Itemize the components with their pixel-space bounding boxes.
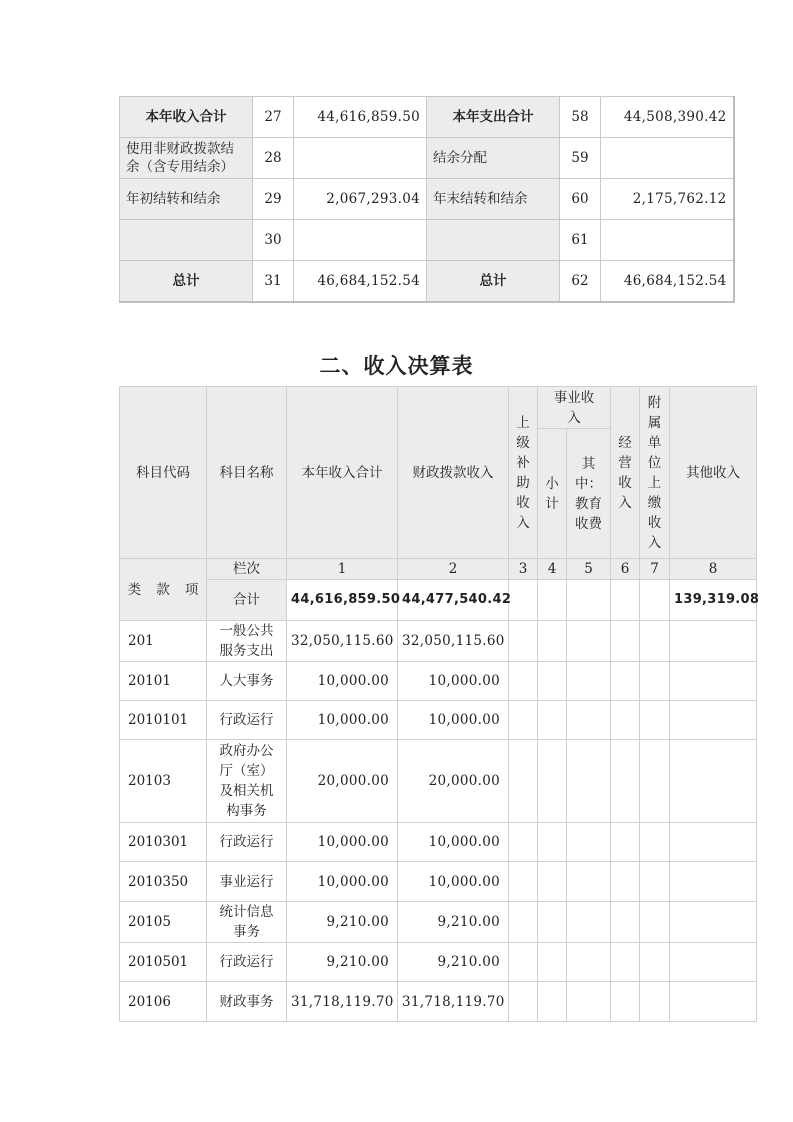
row-education <box>567 621 611 662</box>
row-total: 10,000.00 <box>287 701 398 740</box>
summary-left-amount <box>294 138 427 179</box>
row-name: 政府办公厅（室）及相关机构事务 <box>207 740 287 823</box>
summary-left-amount: 44,616,859.50 <box>294 97 427 138</box>
row-superior <box>509 701 538 740</box>
row-superior <box>509 823 538 862</box>
row-affiliated <box>640 902 670 943</box>
summary-right-label: 年末结转和结余 <box>427 179 560 220</box>
row-subtotal <box>538 982 567 1022</box>
header-kuan: 款 <box>156 581 170 598</box>
row-fiscal: 10,000.00 <box>398 701 509 740</box>
row-name: 统计信息事务 <box>207 902 287 943</box>
row-superior <box>509 982 538 1022</box>
header-other: 其他收入 <box>670 387 757 559</box>
row-subtotal <box>538 621 567 662</box>
row-affiliated <box>640 662 670 701</box>
row-total: 10,000.00 <box>287 862 398 902</box>
total-row-affiliated <box>640 580 670 621</box>
row-total: 9,210.00 <box>287 943 398 982</box>
summary-left-amount: 2,067,293.04 <box>294 179 427 220</box>
summary-left-label: 总计 <box>120 261 253 303</box>
row-education <box>567 740 611 823</box>
row-code: 20101 <box>120 662 207 701</box>
total-row-fiscal: 44,477,540.42 <box>398 580 509 621</box>
summary-left-label <box>120 220 253 261</box>
row-affiliated <box>640 823 670 862</box>
row-code: 2010350 <box>120 862 207 902</box>
summary-row <box>120 97 734 138</box>
row-fiscal: 10,000.00 <box>398 662 509 701</box>
table-row <box>120 701 757 740</box>
total-row-operating <box>611 580 640 621</box>
row-code: 20103 <box>120 740 207 823</box>
row-code: 2010501 <box>120 943 207 982</box>
row-education <box>567 823 611 862</box>
section-title: 二、收入决算表 <box>319 354 474 378</box>
row-total: 10,000.00 <box>287 662 398 701</box>
row-affiliated <box>640 982 670 1022</box>
total-row-other: 139,319.08 <box>670 580 757 621</box>
summary-right-label: 总计 <box>427 261 560 303</box>
row-operating <box>611 621 640 662</box>
header-affiliated: 附属单位上缴收入 <box>640 387 670 559</box>
row-total: 9,210.00 <box>287 902 398 943</box>
table-row <box>120 662 757 701</box>
header-lei: 类 <box>127 581 142 598</box>
row-name: 行政运行 <box>207 701 287 740</box>
table-row <box>120 902 757 943</box>
col-number: 7 <box>640 559 670 580</box>
row-operating <box>611 943 640 982</box>
row-name: 财政事务 <box>207 982 287 1022</box>
summary-row <box>120 261 734 303</box>
summary-left-line-no: 29 <box>253 179 294 220</box>
summary-right-label: 结余分配 <box>427 138 560 179</box>
col-number: 2 <box>398 559 509 580</box>
summary-right-amount: 44,508,390.42 <box>601 97 734 138</box>
row-education <box>567 701 611 740</box>
header-xiang: 项 <box>184 581 199 598</box>
total-row-superior <box>509 580 538 621</box>
row-education <box>567 943 611 982</box>
summary-right-line-no: 60 <box>560 179 601 220</box>
row-other <box>670 823 757 862</box>
summary-right-label: 本年支出合计 <box>427 97 560 138</box>
row-other <box>670 662 757 701</box>
row-operating <box>611 902 640 943</box>
table-row <box>120 982 757 1022</box>
row-fiscal: 9,210.00 <box>398 943 509 982</box>
table-row <box>120 943 757 982</box>
row-fiscal: 32,050,115.60 <box>398 621 509 662</box>
row-total: 32,050,115.60 <box>287 621 398 662</box>
row-total: 10,000.00 <box>287 823 398 862</box>
row-affiliated <box>640 740 670 823</box>
summary-row <box>120 220 734 261</box>
summary-left-label: 本年收入合计 <box>120 97 253 138</box>
row-other <box>670 701 757 740</box>
header-name: 科目名称 <box>207 387 287 559</box>
table-row <box>120 862 757 902</box>
income-table <box>119 386 760 1022</box>
total-row-subtotal <box>538 580 567 621</box>
row-superior <box>509 621 538 662</box>
header-code: 科目代码 <box>120 387 207 559</box>
summary-left-line-no: 30 <box>253 220 294 261</box>
summary-right-line-no: 59 <box>560 138 601 179</box>
row-code: 201 <box>120 621 207 662</box>
row-other <box>670 862 757 902</box>
summary-right-line-no: 61 <box>560 220 601 261</box>
table-row <box>120 823 757 862</box>
row-operating <box>611 982 640 1022</box>
row-name: 人大事务 <box>207 662 287 701</box>
row-operating <box>611 701 640 740</box>
table-row <box>120 621 757 662</box>
row-affiliated <box>640 701 670 740</box>
row-fiscal: 20,000.00 <box>398 740 509 823</box>
row-education <box>567 862 611 902</box>
summary-right-label <box>427 220 560 261</box>
summary-left-amount <box>294 220 427 261</box>
row-subtotal <box>538 701 567 740</box>
header-lei-kuan-xiang <box>120 559 207 621</box>
summary-right-amount <box>601 138 734 179</box>
summary-left-line-no: 31 <box>253 261 294 303</box>
header-fiscal: 财政拨款收入 <box>398 387 509 559</box>
row-fiscal: 10,000.00 <box>398 823 509 862</box>
row-code: 20106 <box>120 982 207 1022</box>
row-other <box>670 902 757 943</box>
row-fiscal: 9,210.00 <box>398 902 509 943</box>
summary-right-amount: 2,175,762.12 <box>601 179 734 220</box>
col-number: 5 <box>567 559 611 580</box>
summary-right-line-no: 58 <box>560 97 601 138</box>
total-row-education <box>567 580 611 621</box>
header-total: 本年收入合计 <box>287 387 398 559</box>
row-affiliated <box>640 943 670 982</box>
row-operating <box>611 862 640 902</box>
row-education <box>567 662 611 701</box>
row-superior <box>509 740 538 823</box>
row-operating <box>611 823 640 862</box>
row-education <box>567 982 611 1022</box>
row-name: 行政运行 <box>207 943 287 982</box>
summary-left-amount: 46,684,152.54 <box>294 261 427 303</box>
row-code: 2010101 <box>120 701 207 740</box>
row-fiscal: 31,718,119.70 <box>398 982 509 1022</box>
row-superior <box>509 862 538 902</box>
row-other <box>670 982 757 1022</box>
header-superior: 上级补助收入 <box>509 387 538 559</box>
row-affiliated <box>640 862 670 902</box>
row-subtotal <box>538 740 567 823</box>
header-business: 事业收入 <box>538 387 611 429</box>
row-superior <box>509 902 538 943</box>
row-education <box>567 902 611 943</box>
row-fiscal: 10,000.00 <box>398 862 509 902</box>
summary-left-label: 使用非财政拨款结余（含专用结余） <box>120 138 253 179</box>
table-row <box>120 740 757 823</box>
row-operating <box>611 740 640 823</box>
row-code: 2010301 <box>120 823 207 862</box>
summary-right-amount <box>601 220 734 261</box>
header-education: 其中：教育收费 <box>567 429 611 559</box>
row-code: 20105 <box>120 902 207 943</box>
row-subtotal <box>538 823 567 862</box>
row-name: 行政运行 <box>207 823 287 862</box>
header-subtotal: 小计 <box>538 429 567 559</box>
summary-row <box>120 138 734 179</box>
row-superior <box>509 943 538 982</box>
col-number: 6 <box>611 559 640 580</box>
total-row-label: 合计 <box>207 580 287 621</box>
row-subtotal <box>538 902 567 943</box>
summary-right-line-no: 62 <box>560 261 601 303</box>
row-total: 20,000.00 <box>287 740 398 823</box>
row-name: 一般公共服务支出 <box>207 621 287 662</box>
row-superior <box>509 662 538 701</box>
header-operating: 经营收入 <box>611 387 640 559</box>
summary-left-line-no: 27 <box>253 97 294 138</box>
summary-left-label: 年初结转和结余 <box>120 179 253 220</box>
row-other <box>670 943 757 982</box>
col-number: 3 <box>509 559 538 580</box>
col-number: 1 <box>287 559 398 580</box>
summary-left-line-no: 28 <box>253 138 294 179</box>
summary-row <box>120 179 734 220</box>
row-subtotal <box>538 943 567 982</box>
row-subtotal <box>538 662 567 701</box>
row-subtotal <box>538 862 567 902</box>
summary-right-amount: 46,684,152.54 <box>601 261 734 303</box>
summary-table <box>119 96 735 303</box>
row-operating <box>611 662 640 701</box>
row-total: 31,718,119.70 <box>287 982 398 1022</box>
row-other <box>670 740 757 823</box>
row-affiliated <box>640 621 670 662</box>
row-name: 事业运行 <box>207 862 287 902</box>
col-number: 8 <box>670 559 757 580</box>
header-col-index-label: 栏次 <box>207 559 287 580</box>
row-other <box>670 621 757 662</box>
col-number: 4 <box>538 559 567 580</box>
total-row-total: 44,616,859.50 <box>287 580 398 621</box>
